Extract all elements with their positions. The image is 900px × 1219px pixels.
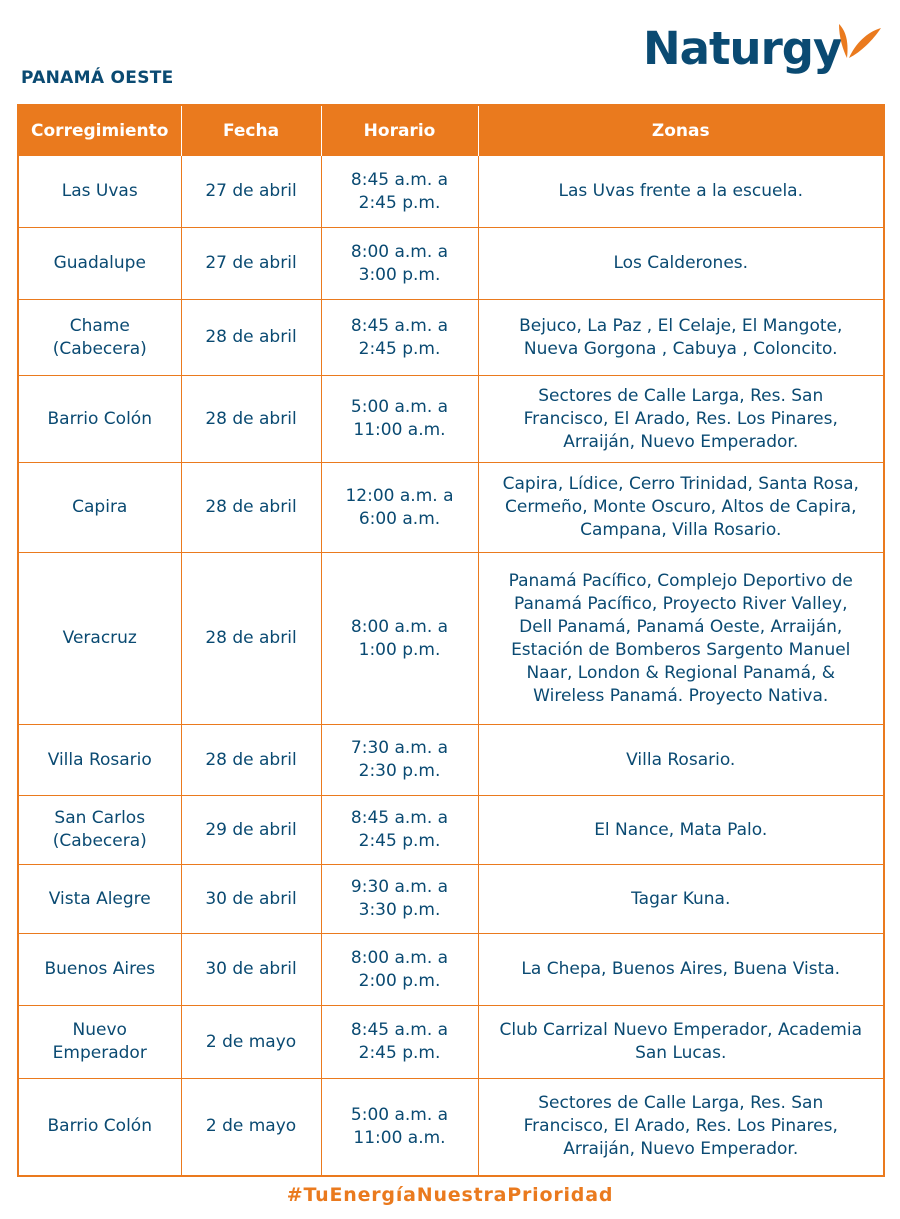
- cell-horario: [321, 725, 478, 796]
- cell-horario: [321, 1006, 478, 1079]
- cell-horario: [321, 553, 478, 725]
- hashtag: #TuEnergíaNuestraPrioridad: [286, 1184, 614, 1206]
- cell-horario-line: 2:30 p.m.: [358, 761, 441, 781]
- cell-fecha: 27 de abril: [181, 228, 321, 300]
- cell-horario-line: 8:45 a.m. a: [350, 169, 449, 190]
- cell-horario-line: 9:30 a.m. a: [350, 877, 449, 897]
- cell-fecha: 28 de abril: [181, 725, 321, 796]
- cell-zonas-line: El Nance, Mata Palo.: [594, 819, 768, 840]
- cell-corregimiento-line: San Carlos: [54, 808, 146, 828]
- cell-corregimiento: [18, 228, 181, 300]
- cell-zonas-line: Arraiján, Nuevo Emperador.: [563, 431, 799, 452]
- table-row: [18, 553, 884, 725]
- cell-horario-line: 11:00 a.m.: [353, 1127, 446, 1148]
- cell-corregimiento: [18, 156, 181, 228]
- cell-fecha: 28 de abril: [181, 300, 321, 376]
- cell-corregimiento-line: Las Uvas: [61, 181, 138, 201]
- cell-corregimiento-line: Nuevo: [72, 1020, 127, 1040]
- cell-horario: [321, 463, 478, 553]
- cell-zonas: [478, 228, 884, 300]
- cell-zonas: [478, 934, 884, 1006]
- cell-horario: [321, 1079, 478, 1176]
- cell-horario: [321, 228, 478, 300]
- table-row: [18, 376, 884, 463]
- cell-corregimiento-line: Vista Alegre: [48, 888, 151, 909]
- table-body: [18, 156, 884, 1176]
- cell-horario-line: 6:00 a.m.: [358, 508, 441, 529]
- cell-corregimiento-line: Villa Rosario: [47, 749, 152, 770]
- cell-horario-line: 12:00 a.m. a: [345, 485, 454, 506]
- cell-fecha: 30 de abril: [181, 865, 321, 934]
- table-row: [18, 300, 884, 376]
- cell-zonas-line: Wireless Panamá. Proyecto Nativa.: [533, 685, 829, 706]
- cell-zonas-line: La Chepa, Buenos Aires, Buena Vista.: [521, 959, 841, 979]
- cell-horario: [321, 156, 478, 228]
- cell-corregimiento: [18, 865, 181, 934]
- cell-zonas-line: Francisco, El Arado, Res. Los Pinares,: [523, 408, 838, 429]
- cell-zonas-line: Bejuco, La Paz , El Celaje, El Mangote,: [519, 315, 843, 336]
- header-fecha: Fecha: [181, 105, 321, 156]
- table-row: [18, 796, 884, 865]
- cell-corregimiento: [18, 1006, 181, 1079]
- cell-corregimiento: [18, 300, 181, 376]
- naturgy-logo: [643, 18, 888, 88]
- butterfly-icon: [835, 18, 885, 68]
- cell-zonas-line: Las Uvas frente a la escuela.: [558, 181, 803, 201]
- cell-zonas-line: Panamá Pacífico, Complejo Deportivo de: [508, 570, 853, 591]
- table-row: [18, 865, 884, 934]
- cell-zonas-line: Campana, Villa Rosario.: [580, 520, 782, 540]
- cell-zonas-line: Arraiján, Nuevo Emperador.: [563, 1139, 799, 1160]
- cell-zonas: [478, 725, 884, 796]
- cell-corregimiento-line: Chame: [69, 315, 130, 336]
- cell-horario-line: 8:00 a.m. a: [350, 616, 449, 637]
- table-row: [18, 725, 884, 796]
- cell-corregimiento: [18, 725, 181, 796]
- cell-horario-line: 3:00 p.m.: [358, 264, 441, 285]
- cell-corregimiento-line: Barrio Colón: [47, 1116, 152, 1137]
- cell-zonas-line: San Lucas.: [635, 1043, 727, 1063]
- cell-horario-line: 11:00 a.m.: [353, 420, 446, 440]
- cell-horario: [321, 865, 478, 934]
- cell-corregimiento-line: Emperador: [52, 1043, 147, 1063]
- cell-fecha: 28 de abril: [181, 376, 321, 463]
- table-header-row: [18, 105, 884, 156]
- cell-corregimiento: [18, 376, 181, 463]
- cell-horario: [321, 934, 478, 1006]
- cell-corregimiento: [18, 1079, 181, 1176]
- cell-zonas-line: Sectores de Calle Larga, Res. San: [538, 385, 824, 406]
- cell-horario-line: 5:00 a.m. a: [350, 1104, 449, 1125]
- cell-corregimiento-line: Barrio Colón: [47, 408, 152, 429]
- cell-corregimiento: [18, 463, 181, 553]
- table-row: [18, 228, 884, 300]
- table-row: [18, 156, 884, 228]
- cell-corregimiento: [18, 796, 181, 865]
- cell-horario-line: 8:45 a.m. a: [350, 808, 449, 828]
- cell-zonas-line: Dell Panamá, Panamá Oeste, Arraiján,: [519, 616, 843, 637]
- cell-horario: [321, 796, 478, 865]
- header-corregimiento: Corregimiento: [18, 105, 181, 156]
- cell-zonas-line: Nueva Gorgona , Cabuya , Coloncito.: [523, 338, 838, 359]
- cell-horario-line: 8:00 a.m. a: [350, 947, 449, 968]
- cell-horario-line: 1:00 p.m.: [358, 639, 441, 660]
- schedule-table: [17, 104, 885, 1177]
- cell-zonas-line: Los Calderones.: [613, 253, 749, 273]
- table-row: [18, 1079, 884, 1176]
- cell-horario: [321, 300, 478, 376]
- header-horario: Horario: [321, 105, 478, 156]
- cell-zonas-line: Francisco, El Arado, Res. Los Pinares,: [523, 1116, 838, 1137]
- cell-horario-line: 8:00 a.m. a: [350, 241, 449, 262]
- cell-corregimiento: [18, 553, 181, 725]
- table-row: [18, 934, 884, 1006]
- cell-zonas: [478, 1006, 884, 1079]
- cell-zonas-line: Sectores de Calle Larga, Res. San: [538, 1093, 824, 1114]
- cell-zonas: [478, 376, 884, 463]
- cell-corregimiento-line: (Cabecera): [52, 338, 147, 359]
- cell-fecha: 28 de abril: [181, 463, 321, 553]
- cell-zonas-line: Capira, Lídice, Cerro Trinidad, Santa Rosa,: [502, 474, 859, 494]
- cell-zonas: [478, 1079, 884, 1176]
- cell-horario-line: 2:45 p.m.: [358, 338, 441, 359]
- cell-horario-line: 2:45 p.m.: [358, 831, 441, 851]
- cell-fecha: 30 de abril: [181, 934, 321, 1006]
- table-row: [18, 463, 884, 553]
- cell-fecha: 2 de mayo: [181, 1006, 321, 1079]
- cell-fecha: 2 de mayo: [181, 1079, 321, 1176]
- cell-zonas-line: Club Carrizal Nuevo Emperador, Academia: [499, 1020, 863, 1040]
- cell-zonas: [478, 156, 884, 228]
- cell-zonas: [478, 553, 884, 725]
- cell-horario-line: 7:30 a.m. a: [350, 738, 449, 758]
- cell-corregimiento-line: Veracruz: [62, 628, 137, 648]
- table-row: [18, 1006, 884, 1079]
- header-zonas: Zonas: [478, 105, 884, 156]
- cell-horario-line: 8:45 a.m. a: [350, 1020, 449, 1040]
- region-title: PANAMÁ OESTE: [21, 68, 174, 88]
- cell-zonas: [478, 796, 884, 865]
- cell-horario-line: 2:00 p.m.: [358, 970, 441, 991]
- cell-zonas-line: Naar, London & Regional Panamá, &: [526, 662, 836, 683]
- cell-zonas-line: Estación de Bomberos Sargento Manuel: [511, 639, 851, 660]
- cell-horario: [321, 376, 478, 463]
- cell-fecha: 27 de abril: [181, 156, 321, 228]
- cell-corregimiento-line: (Cabecera): [52, 831, 147, 851]
- cell-corregimiento-line: Guadalupe: [53, 253, 146, 273]
- cell-corregimiento: [18, 934, 181, 1006]
- cell-horario-line: 2:45 p.m.: [358, 1043, 441, 1063]
- cell-fecha: 29 de abril: [181, 796, 321, 865]
- cell-corregimiento-line: Capira: [72, 497, 128, 517]
- cell-horario-line: 8:45 a.m. a: [350, 315, 449, 336]
- cell-zonas-line: Panamá Pacífico, Proyecto River Valley,: [513, 593, 848, 614]
- logo-wordmark: Naturgy: [643, 22, 842, 75]
- cell-zonas: [478, 865, 884, 934]
- cell-horario-line: 3:30 p.m.: [358, 900, 441, 920]
- cell-horario-line: 2:45 p.m.: [358, 192, 441, 213]
- cell-zonas-line: Cermeño, Monte Oscuro, Altos de Capira,: [504, 497, 857, 517]
- cell-zonas: [478, 300, 884, 376]
- cell-horario-line: 5:00 a.m. a: [350, 397, 449, 417]
- cell-zonas-line: Tagar Kuna.: [631, 888, 731, 909]
- cell-zonas: [478, 463, 884, 553]
- cell-corregimiento-line: Buenos Aires: [44, 959, 156, 979]
- cell-zonas-line: Villa Rosario.: [626, 749, 736, 770]
- cell-fecha: 28 de abril: [181, 553, 321, 725]
